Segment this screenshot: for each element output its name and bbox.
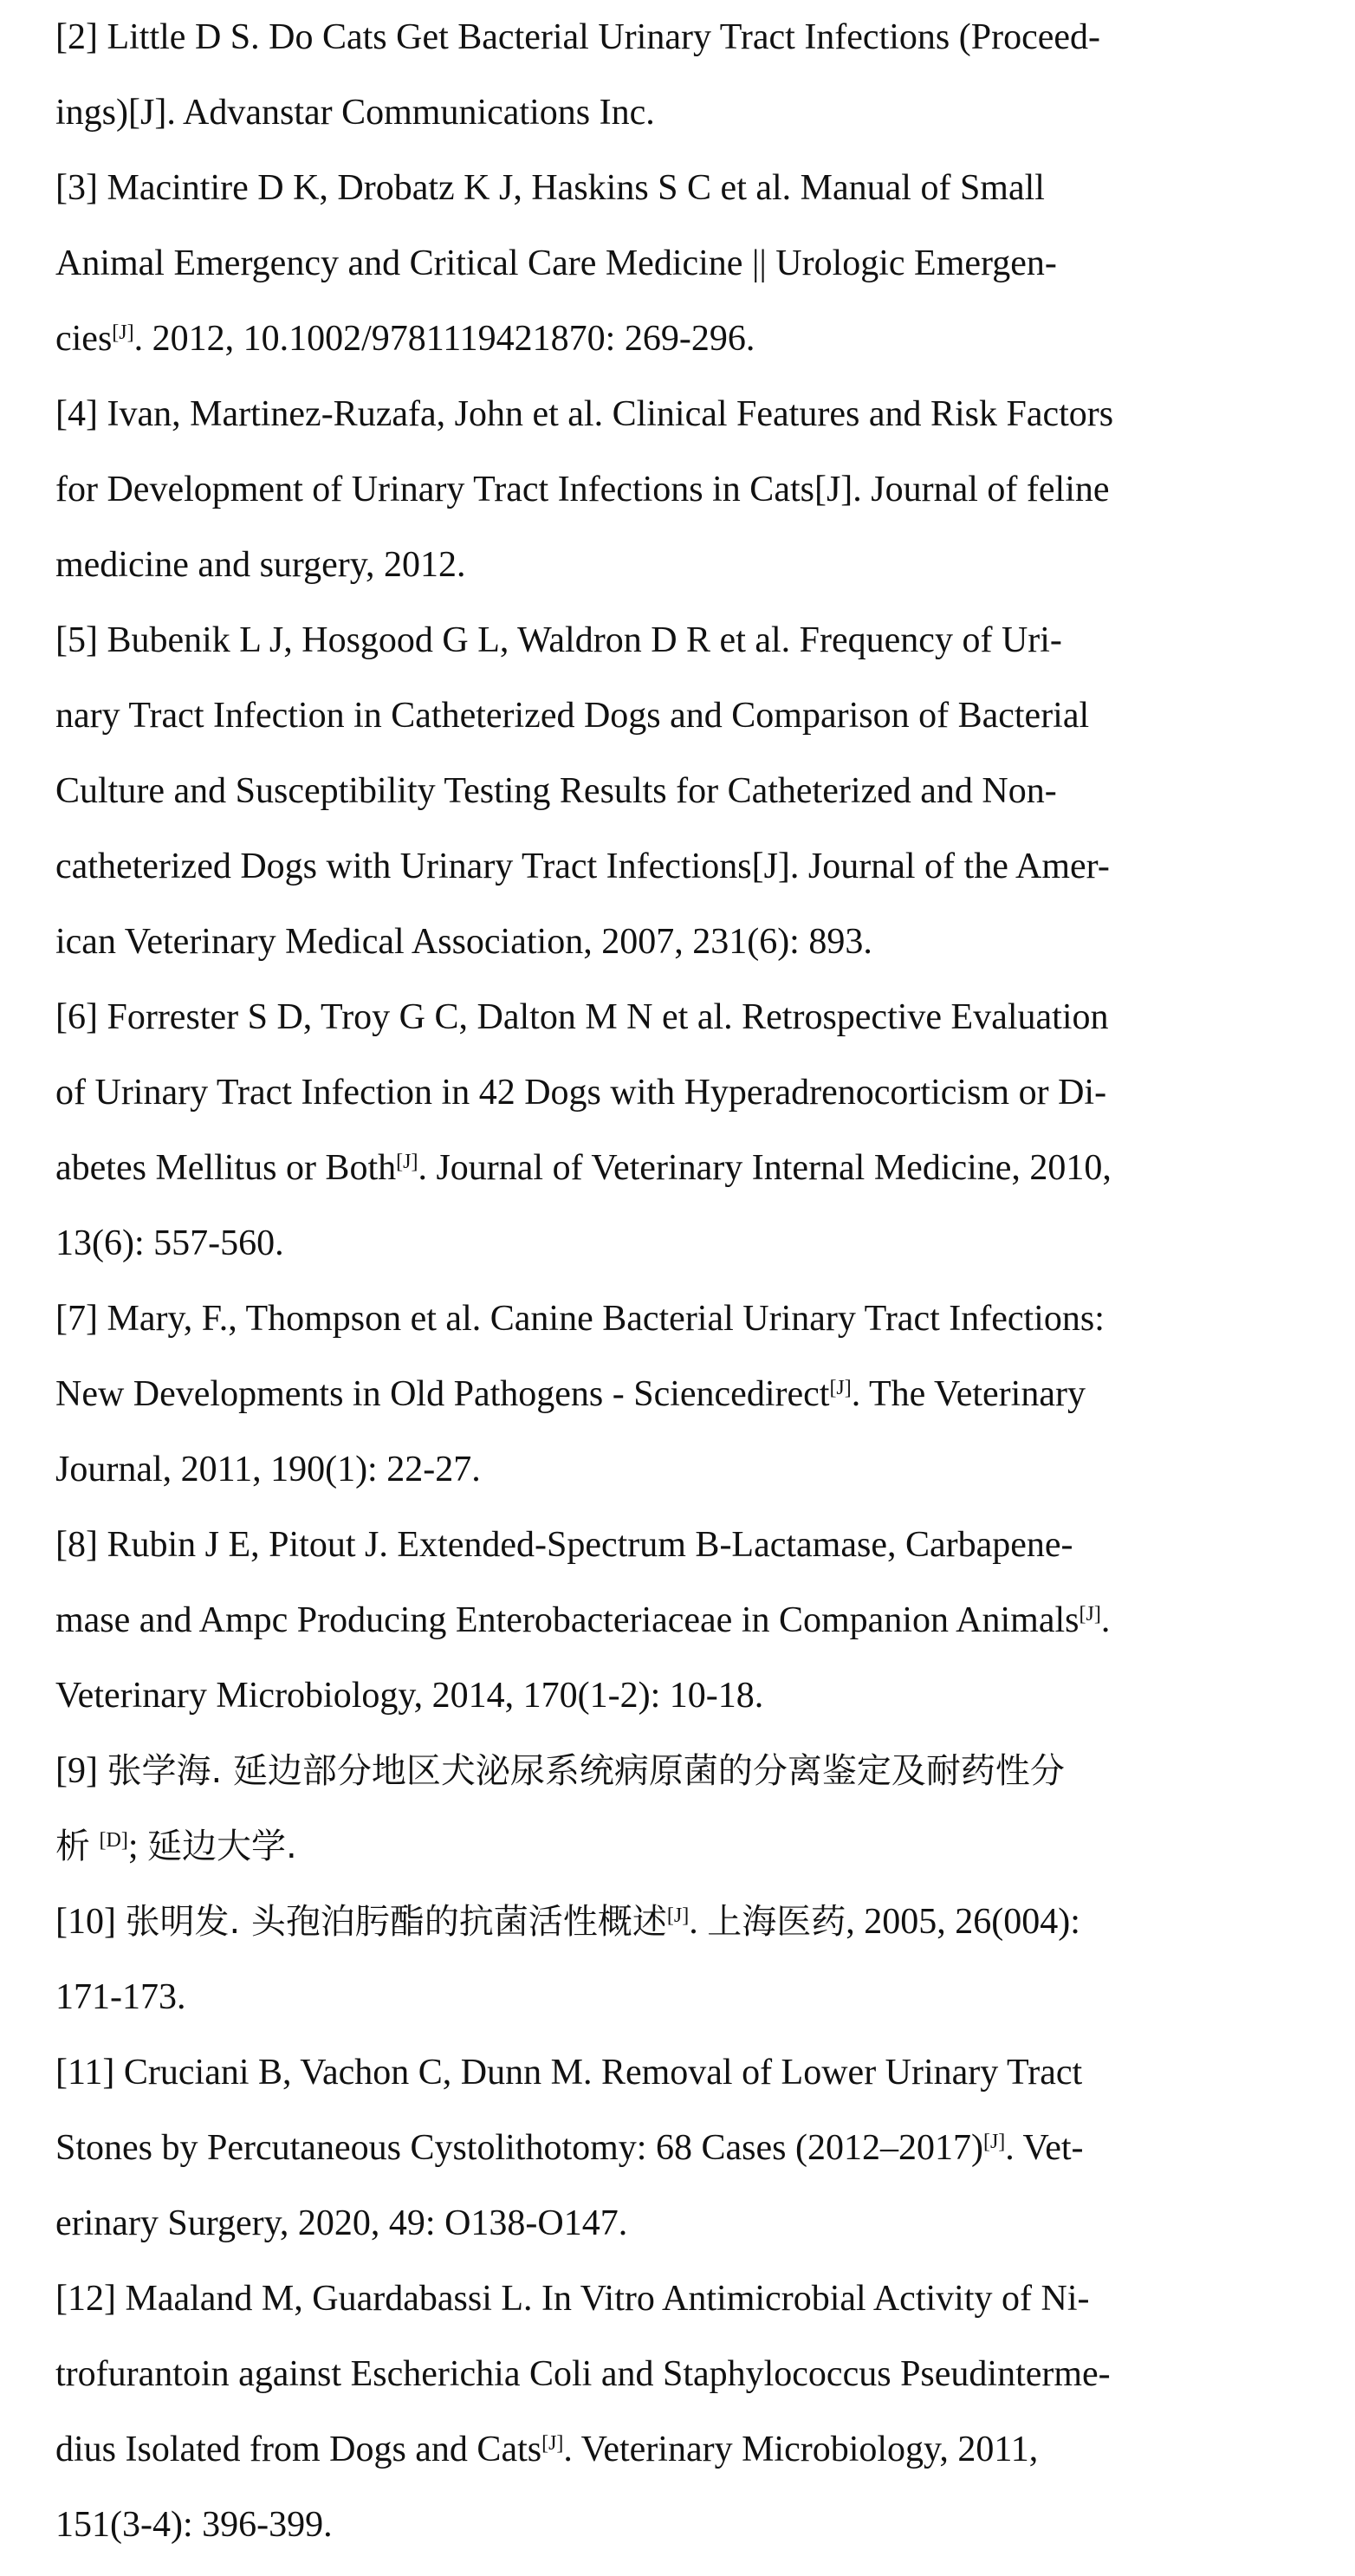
reference-text: abetes Mellitus or Both xyxy=(55,1148,397,1188)
reference-text: ican Veterinary Medical Association, 2007, 231(6): 893. xyxy=(55,922,872,962)
reference-entry xyxy=(55,377,1320,603)
reference-entry xyxy=(55,1734,1320,1885)
reference-text: 171-173. xyxy=(55,1977,186,2017)
reference-text: , 2005, 26(004): xyxy=(846,1902,1080,1942)
reference-line xyxy=(55,302,1320,377)
reference-entry xyxy=(55,2261,1320,2563)
reference-line xyxy=(55,1658,1320,1734)
reference-text: Culture and Susceptibility Testing Results for Catheterized and Non- xyxy=(55,771,1057,811)
reference-line xyxy=(55,2035,1320,2111)
reference-text: [4] Ivan, Martinez-Ruzafa, John et al. Clinical Features and Risk Factors xyxy=(55,394,1114,434)
reference-text: erinary Surgery, 2020, 49: O138-O147. xyxy=(55,2203,628,2243)
reference-text: [11] Cruciani B, Vachon C, Dunn M. Removal of Lower Urinary Tract xyxy=(55,2053,1083,2093)
reference-entry xyxy=(55,980,1320,1282)
reference-text: . xyxy=(689,1902,708,1942)
reference-line xyxy=(55,528,1320,603)
reference-entry xyxy=(55,1282,1320,1508)
reference-text: Journal, 2011, 190(1): 22-27. xyxy=(55,1450,481,1489)
reference-text: [2] Little D S. Do Cats Get Bacterial Urinary Tract Infections (Proceed- xyxy=(55,17,1101,57)
reference-text: medicine and surgery, 2012. xyxy=(55,545,466,585)
reference-text: trofurantoin against Escherichia Coli and Staphylococcus Pseudinterme- xyxy=(55,2354,1111,2394)
reference-line xyxy=(55,1885,1320,1960)
reference-text-cjk: 张学海. 延边部分地区犬泌尿系统病原菌的分离鉴定及耐药性分 xyxy=(107,1751,1065,1791)
reference-text: ings)[J]. Advanstar Communications Inc. xyxy=(55,93,655,133)
reference-line xyxy=(55,603,1320,678)
reference-text: New Developments in Old Pathogens - Sciencedirect xyxy=(55,1374,830,1414)
reference-text: catheterized Dogs with Urinary Tract Infections[J]. Journal of the Amer- xyxy=(55,847,1110,886)
reference-text xyxy=(90,1827,100,1866)
reference-line xyxy=(55,1282,1320,1357)
reference-text: dius Isolated from Dogs and Cats xyxy=(55,2430,542,2469)
reference-line xyxy=(55,377,1320,452)
reference-line xyxy=(55,2186,1320,2261)
reference-text: [10] xyxy=(55,1902,126,1942)
reference-entry xyxy=(55,0,1320,151)
reference-text: [8] Rubin J E, Pitout J. Extended-Spectrum B-Lactamase, Carbapene- xyxy=(55,1525,1073,1565)
reference-text: ; xyxy=(127,1827,147,1866)
citation-type-marker: [J] xyxy=(541,2432,564,2455)
reference-text: 13(6): 557-560. xyxy=(55,1223,284,1263)
reference-line xyxy=(55,2412,1320,2488)
reference-text-cjk: 张明发. 头孢泊肟酯的抗菌活性概述 xyxy=(125,1902,667,1942)
reference-text: . Journal of Veterinary Internal Medicine, 2010, xyxy=(418,1148,1112,1188)
reference-text: . 2012, 10.1002/9781119421870: 269-296. xyxy=(133,319,755,359)
reference-line xyxy=(55,0,1320,75)
reference-line xyxy=(55,1960,1320,2035)
reference-line xyxy=(55,678,1320,754)
reference-text-cjk: 上海医药 xyxy=(707,1902,846,1942)
reference-line xyxy=(55,452,1320,528)
reference-line xyxy=(55,754,1320,829)
reference-text: cies xyxy=(55,319,113,359)
reference-line xyxy=(55,2111,1320,2186)
reference-line xyxy=(55,2488,1320,2563)
reference-text: . The Veterinary xyxy=(851,1374,1086,1414)
reference-text: [7] Mary, F., Thompson et al. Canine Bacterial Urinary Tract Infections: xyxy=(55,1299,1105,1339)
citation-type-marker: [J] xyxy=(112,321,134,344)
reference-text: [6] Forrester S D, Troy G C, Dalton M N et al. Retrospective Evaluation xyxy=(55,997,1109,1037)
citation-type-marker: [D] xyxy=(99,1829,128,1852)
citation-type-marker: [J] xyxy=(982,2131,1006,2153)
reference-entry xyxy=(55,1508,1320,1734)
reference-line xyxy=(55,1583,1320,1658)
reference-line xyxy=(55,151,1320,226)
reference-text: . Veterinary Microbiology, 2011, xyxy=(563,2430,1039,2469)
reference-text: 151(3-4): 396-399. xyxy=(55,2505,333,2545)
reference-text: mase and Ampc Producing Enterobacteriaceae in Companion Animals xyxy=(55,1600,1079,1640)
reference-text: for Development of Urinary Tract Infections in Cats[J]. Journal of feline xyxy=(55,470,1110,509)
reference-text-cjk: 析 xyxy=(55,1827,90,1866)
citation-type-marker: [J] xyxy=(1079,1603,1101,1625)
reference-entry xyxy=(55,1885,1320,2035)
reference-entry xyxy=(55,151,1320,377)
reference-text: . xyxy=(1100,1600,1111,1640)
reference-text: [9] xyxy=(55,1751,107,1791)
reference-line xyxy=(55,1432,1320,1508)
reference-line xyxy=(55,1055,1320,1131)
reference-list xyxy=(55,0,1320,2563)
reference-text: of Urinary Tract Infection in 42 Dogs with Hyperadrenocorticism or Di- xyxy=(55,1073,1107,1113)
reference-line xyxy=(55,980,1320,1055)
reference-text: Animal Emergency and Critical Care Medicine || Urologic Emergen- xyxy=(55,243,1057,283)
reference-line xyxy=(55,1206,1320,1282)
reference-text: [3] Macintire D K, Drobatz K J, Haskins S C et al. Manual of Small xyxy=(55,168,1045,208)
reference-line xyxy=(55,226,1320,302)
reference-line xyxy=(55,75,1320,151)
reference-line xyxy=(55,829,1320,905)
reference-line xyxy=(55,1809,1320,1885)
citation-type-marker: [J] xyxy=(396,1151,418,1173)
reference-text: Veterinary Microbiology, 2014, 170(1-2): 10-18. xyxy=(55,1676,764,1716)
reference-entry xyxy=(55,603,1320,980)
reference-line xyxy=(55,2337,1320,2412)
reference-line xyxy=(55,905,1320,980)
reference-line xyxy=(55,1508,1320,1583)
reference-text: nary Tract Infection in Catheterized Dogs and Comparison of Bacterial xyxy=(55,696,1090,736)
reference-line xyxy=(55,2261,1320,2337)
reference-line xyxy=(55,1131,1320,1206)
reference-text: . Vet- xyxy=(1005,2128,1084,2168)
reference-text: [12] Maaland M, Guardabassi L. In Vitro Antimicrobial Activity of Ni- xyxy=(55,2279,1090,2319)
reference-entry xyxy=(55,2035,1320,2261)
citation-type-marker: [J] xyxy=(666,1904,690,1927)
reference-line xyxy=(55,1734,1320,1809)
reference-text: [5] Bubenik L J, Hosgood G L, Waldron D R et al. Frequency of Uri- xyxy=(55,620,1062,660)
reference-text: Stones by Percutaneous Cystolithotomy: 68 Cases (2012–2017) xyxy=(55,2128,983,2168)
reference-line xyxy=(55,1357,1320,1432)
citation-type-marker: [J] xyxy=(829,1377,852,1399)
reference-text-cjk: 延边大学. xyxy=(147,1827,297,1866)
